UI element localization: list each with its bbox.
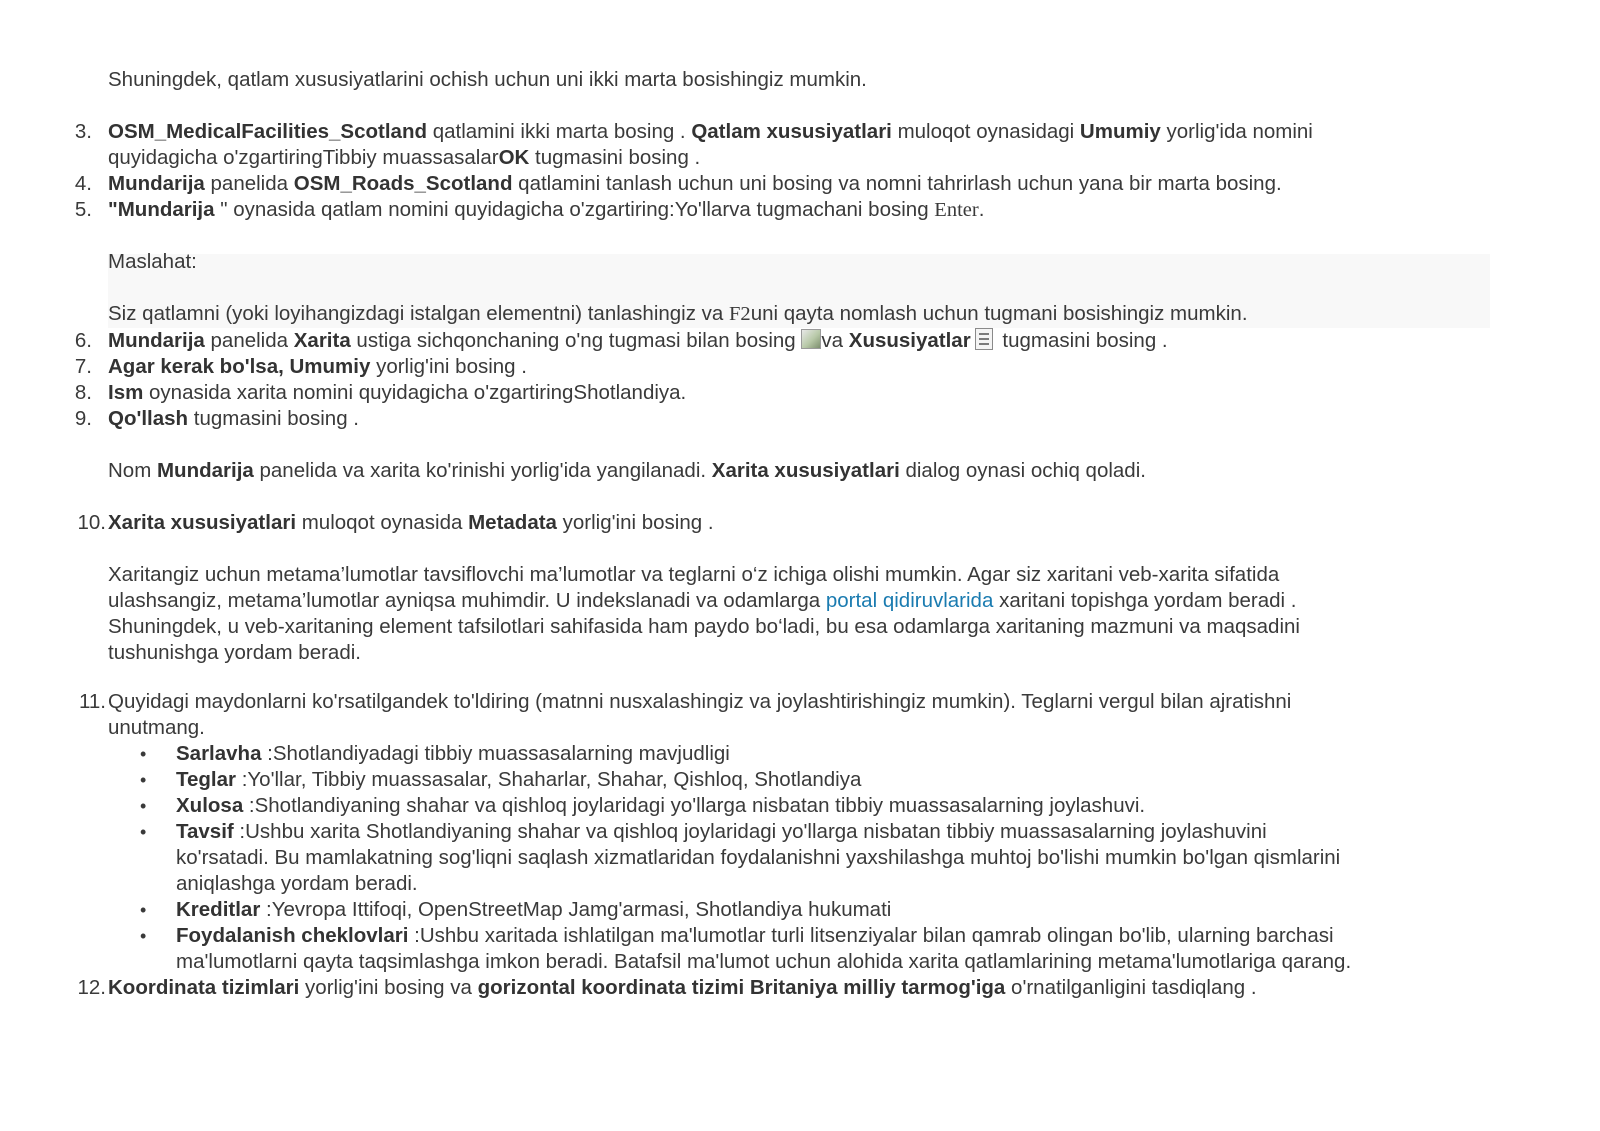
field-value: :Shotlandiyaning shahar va qishloq joylaridagi yo'llarga nisbatan tibbiy muassasalarning joylashuvi. <box>243 794 1146 817</box>
coordinate-system-name: gorizontal koordinata tizimi Britaniya milliy tarmog'iga <box>477 976 1006 999</box>
properties-icon <box>975 328 993 350</box>
step-text: panelida <box>204 172 294 195</box>
step-11-line-1: Quyidagi maydonlarni ko'rsatilgandek to'ldiring (matnni nusxalashingiz va joylashtirishingiz mumkin). Teglarni vergul bilan ajratishni <box>108 690 1292 713</box>
pane-name: "Mundarija <box>108 198 215 221</box>
step-12-line <box>108 975 1257 1001</box>
step-text: tugmasini bosing . <box>529 146 701 169</box>
tab-name: Metadata <box>468 511 557 534</box>
step-text: oynasida xarita nomini quyidagicha o'zgartiringShotlandiya. <box>143 381 687 404</box>
field-sarlavha <box>176 741 730 767</box>
step-text: ustiga sichqonchaning o'ng tugmasi bilan bosing <box>350 329 802 352</box>
step-10-line <box>108 510 714 536</box>
step-number: 11. <box>79 690 106 713</box>
field-label: Tavsif <box>176 820 234 843</box>
metadata-note-line-4: tushunishga yordam beradi. <box>108 641 361 664</box>
step-text: quyidagicha o'zgartiringTibbiy muassasalar <box>108 146 499 169</box>
field-value: :Yo'llar, Tibbiy muassasalar, Shaharlar, Shahar, Qishloq, Shotlandiya <box>236 768 862 791</box>
field-cheklovlar <box>176 923 1334 949</box>
dialog-name: Xarita xususiyatlari <box>108 511 297 534</box>
pane-name: Mundarija <box>108 172 205 195</box>
key-name: Enter <box>934 199 979 221</box>
key-name: F2 <box>729 303 751 325</box>
tip-text-part: Siz qatlamni (yoki loyihangizdagi istalgan elementni) tanlashingiz va <box>108 302 730 325</box>
field-label: Xulosa <box>176 794 244 817</box>
field-label: Kreditlar <box>176 898 261 921</box>
field-label: Sarlavha <box>176 742 262 765</box>
step-text: muloqot oynasida <box>296 511 469 534</box>
note-text: Nom <box>108 459 157 482</box>
note-text: panelida va xarita ko'rinishi yorlig'ida yangilanadi. <box>253 459 712 482</box>
step-number: 7. <box>74 355 92 378</box>
step-9-line <box>108 406 359 432</box>
layer-name: OSM_MedicalFacilities_Scotland <box>108 120 427 143</box>
step-7-line <box>108 354 527 380</box>
step-number: 9. <box>74 407 92 430</box>
field-kreditlar <box>176 897 891 923</box>
note-text: xaritani topishga yordam beradi . <box>993 589 1297 612</box>
step-text: yorlig'ida nomini <box>1160 120 1313 143</box>
button-name: Qo'llash <box>108 407 189 430</box>
step-text: yorlig'ini bosing . <box>556 511 714 534</box>
field-tavsif <box>176 819 1267 845</box>
field-value: :Yevropa Ittifoqi, OpenStreetMap Jamg'armasi, Shotlandiya hukumati <box>260 898 892 921</box>
field-name: Ism <box>108 381 144 404</box>
step-8-line <box>108 380 686 406</box>
step-3-line-1 <box>108 119 1313 145</box>
step-text: panelida <box>204 329 294 352</box>
step-number: 3. <box>74 120 92 143</box>
step-number: 5. <box>74 198 92 221</box>
step-text: " oynasida qatlam nomini quyidagicha o'zgartiring:Yo'llarva tugmachani bosing <box>214 198 935 221</box>
step-text: qatlamini ikki marta bosing . <box>427 120 692 143</box>
step-text: o'rnatilganligini tasdiqlang . <box>1005 976 1257 999</box>
metadata-note-line-2 <box>108 588 1296 614</box>
note-text: ulashsangiz, metama’lumotlar ayniqsa muhimdir. U indekslanadi va odamlarga <box>108 589 826 612</box>
field-tavsif-line-2: ko'rsatadi. Bu mamlakatning sog'liqni saqlash xizmatlaridan foydalanishni yaxshilashga muhtoj bo'lishi mumkin bo'lgan qismlarini <box>176 846 1341 869</box>
layer-name: OSM_Roads_Scotland <box>293 172 513 195</box>
field-value: :Shotlandiyadagi tibbiy muassasalarning mavjudligi <box>261 742 730 765</box>
field-label: Teglar <box>176 768 236 791</box>
field-teglar <box>176 767 861 793</box>
step-text: yorlig'ini bosing va <box>299 976 478 999</box>
step-4-line <box>108 171 1282 197</box>
map-icon <box>801 329 821 349</box>
dialog-name: Qatlam xususiyatlari <box>691 120 892 143</box>
bullet-marker: • <box>140 822 147 842</box>
step-text: qatlamini tanlash uchun uni bosing va nomni tahrirlash uchun yana bir marta bosing. <box>512 172 1282 195</box>
metadata-note-line-3: Shuningdek, u veb-xaritaning element tafsilotlari sahifasida ham paydo bo‘ladi, bu esa odamlarga xaritaning mazmuni va maqsadini <box>108 615 1300 638</box>
tab-name: Agar kerak bo'lsa, Umumiy <box>108 355 371 378</box>
bullet-marker: • <box>140 796 147 816</box>
step-11-line-2: unutmang. <box>108 716 205 739</box>
pane-name: Mundarija <box>156 459 254 482</box>
note-text: dialog oynasi ochiq qoladi. <box>899 459 1146 482</box>
step-number: 8. <box>74 381 92 404</box>
field-tavsif-line-3: aniqlashga yordam beradi. <box>176 872 418 895</box>
step-text: . <box>978 198 985 221</box>
field-xulosa <box>176 793 1145 819</box>
step-6-line <box>108 328 1168 354</box>
step-5-line <box>108 197 984 223</box>
tab-name: Umumiy <box>1079 120 1161 143</box>
field-value: :Ushbu xarita Shotlandiyaning shahar va qishloq joylaridagi yo'llarga nisbatan tibbiy muassasalarning joylashuvini <box>233 820 1267 843</box>
step-number: 4. <box>74 172 92 195</box>
tip-text <box>108 301 1248 327</box>
portal-search-link[interactable]: portal qidiruvlarida <box>825 589 994 612</box>
step-number: 12. <box>77 976 106 999</box>
tip-text-part: uni qayta nomlash uchun tugmani bosishingiz mumkin. <box>750 302 1248 325</box>
step-text: yorlig'ini bosing . <box>370 355 527 378</box>
step-text: muloqot oynasidagi <box>891 120 1080 143</box>
step-text: tugmasini bosing . <box>188 407 359 430</box>
pane-name: Mundarija <box>108 329 205 352</box>
button-name: OK <box>498 146 530 169</box>
bullet-marker: • <box>140 770 147 790</box>
bullet-marker: • <box>140 900 147 920</box>
step-3-line-2 <box>108 145 700 171</box>
bullet-marker: • <box>140 926 147 946</box>
field-value: :Ushbu xaritada ishlatilgan ma'lumotlar turli litsenziyalar bilan qamrab olingan bo'lib, ularning barchasi <box>408 924 1334 947</box>
map-name: Xarita <box>293 329 351 352</box>
step-text: va <box>821 329 849 352</box>
metadata-note-line-1: Xaritangiz uchun metama’lumotlar tavsiflovchi ma’lumotlar va teglarni o‘z ichiga olishi mumkin. Agar siz xaritani veb-xarita sifatida <box>108 563 1280 586</box>
field-cheklovlar-line-2: ma'lumotlarni qayta taqsimlashga imkon beradi. Batafsil ma'lumot uchun alohida xarita qatlamlarining metama'lumotlariga qarang. <box>176 950 1352 973</box>
intro-text: Shuningdek, qatlam xususiyatlarini ochish uchun uni ikki marta bosishingiz mumkin. <box>108 68 867 91</box>
dialog-name: Xarita xususiyatlari <box>711 459 900 482</box>
step-number: 6. <box>74 329 92 352</box>
command-name: Xususiyatlar <box>848 329 971 352</box>
step-9-note <box>108 458 1146 484</box>
field-label: Foydalanish cheklovlari <box>176 924 409 947</box>
tip-label: Maslahat: <box>108 250 197 273</box>
tab-name: Koordinata tizimlari <box>108 976 300 999</box>
bullet-marker: • <box>140 744 147 764</box>
step-number: 10. <box>77 511 106 534</box>
step-text: tugmasini bosing . <box>996 329 1168 352</box>
